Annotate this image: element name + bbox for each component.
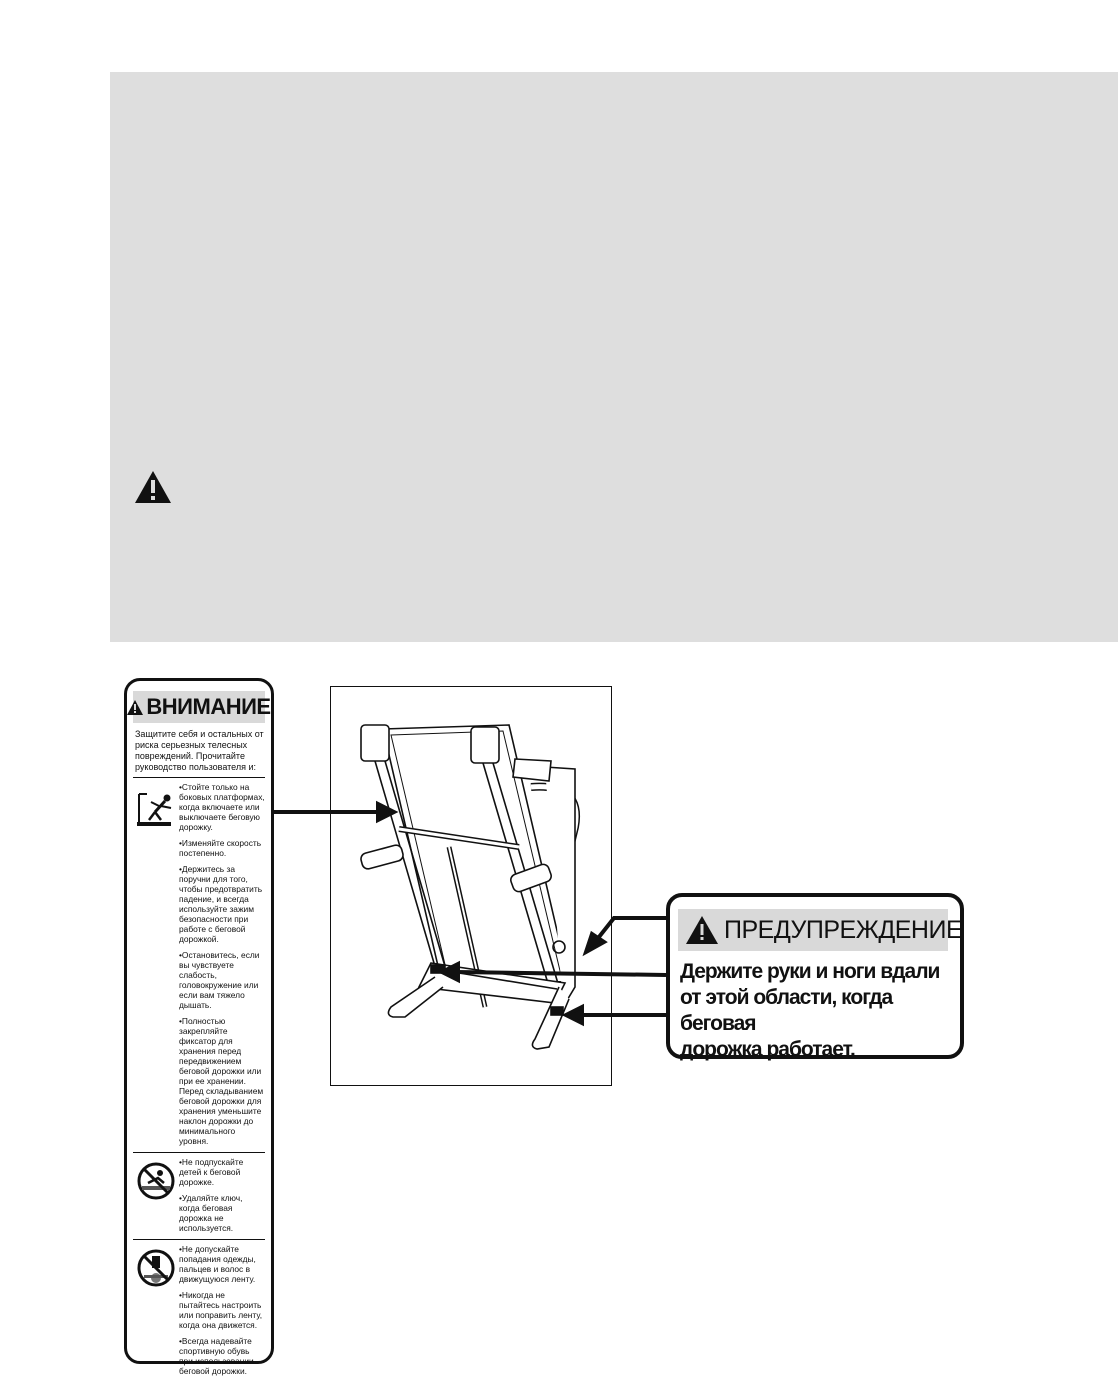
caution-section-falling	[133, 777, 265, 1152]
caution-item: •Держитесь за поручни для того, чтобы предотвратить падение, и всегда используйте зажим безопасности при работе с беговой дорожкой.	[179, 864, 263, 944]
caution-item: •Никогда не пытайтесь настроить или поправить ленту, когда она движется.	[179, 1290, 263, 1330]
treadmill-figure	[330, 686, 612, 1086]
caution-label-header	[133, 691, 271, 723]
caution-item: •Всегда надевайте спортивную обувь при использовании беговой дорожки.	[179, 1336, 254, 1376]
caution-section-hands	[133, 1239, 265, 1382]
caution-item: •Изменяйте скорость постепенно.	[179, 838, 262, 858]
caution-section-children	[133, 1152, 265, 1239]
caution-item: •Стойте только на боковых платформах, когда включаете или выключаете беговую дорожку.	[179, 782, 265, 832]
caution-item: •Не подпускайте детей к беговой дорожке.	[179, 1157, 244, 1187]
caution-label-title: ВНИМАНИЕ	[146, 694, 271, 719]
caution-item: •Удаляйте ключ, когда беговая дорожка не используется.	[179, 1193, 243, 1233]
no-hands-icon	[136, 1248, 176, 1288]
warning-label-title: ПРЕДУПРЕЖДЕНИЕ	[724, 915, 963, 944]
warning-label-header	[678, 909, 963, 951]
warning-label	[666, 893, 964, 1059]
warning-triangle-icon	[127, 700, 143, 715]
treadmill-drawing	[331, 687, 610, 1084]
warning-label-body	[680, 959, 960, 1063]
no-children-icon	[136, 1161, 176, 1201]
caution-label-intro: Защитите себя и остальных от риска серьезных телесных повреждений. Прочитайте руководство пользователя и:	[135, 729, 264, 772]
person-falling-icon	[135, 786, 177, 830]
caution-item: •Не допускайте попадания одежды, пальцев и волос в движущуюся ленту.	[179, 1244, 256, 1284]
caution-item: •Полностью закрепляйте фиксатор для хранения перед передвижением беговой дорожки или при ее хранении. Перед складыванием беговой дорожки для хранения уменьшите наклон дорожки до минимального уровня.	[179, 1016, 264, 1146]
gray-panel	[110, 72, 1118, 642]
warning-triangle-icon	[686, 916, 718, 944]
warning-line: дорожка работает.	[680, 1038, 855, 1061]
caution-label	[124, 678, 274, 1376]
warning-line: от этой области, когда беговая	[680, 986, 893, 1035]
caution-item: •Остановитесь, если вы чувствуете слабость, головокружение или если вам тяжело дышать.	[179, 950, 260, 1010]
warning-line: Держите руки и ноги вдали	[680, 960, 940, 983]
warning-triangle-icon	[134, 470, 172, 504]
